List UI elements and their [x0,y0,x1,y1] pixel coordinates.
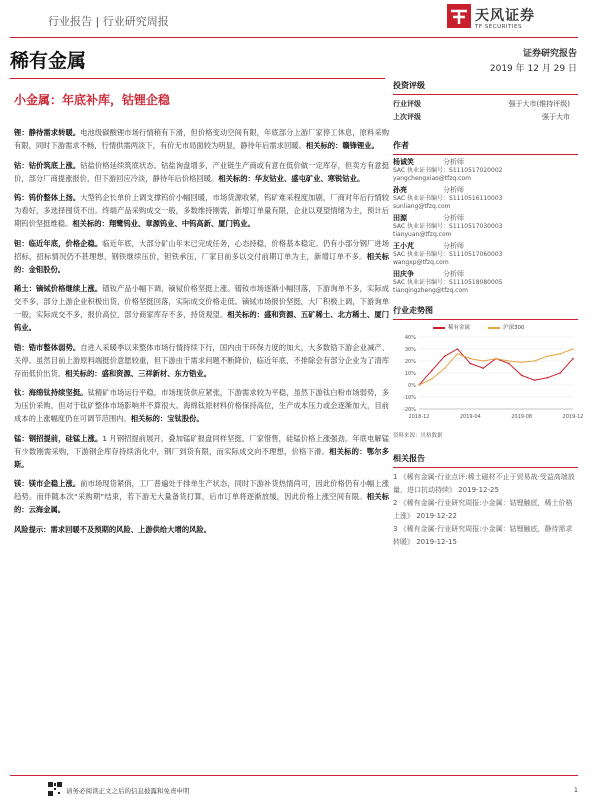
data-point [521,375,523,377]
data-point [444,355,446,357]
rating-row: 行业评级 强于大市(维持评级) [393,100,570,108]
data-point [534,360,536,362]
trend-chart-svg [393,333,584,425]
author-name: 田源 [393,214,407,222]
data-point [508,360,510,362]
sidebar [393,78,584,549]
data-point [521,361,523,363]
paragraph-rare-earth: 稀土：镝铽价格继续上涨。镨钕产品小幅下调，镝铽价格坚挺上涨。镨钕市场逐渐小幅回落，下游询单不多，实际成交不多，部分上游企业积极出货，价格坚挺回落，实际成交价格走低。镝铽市场报价坚挺，大厂积极上调，下游询单一般，实际成交不多，报价高位，部分商家库存不多，持货观望。相关标的：盛和资源、五矿稀土、北方稀土、厦门钨业。 [14,284,390,332]
brand-name-en: TF SECURITIES [475,24,522,30]
author-entry: 王小芃 分析师 SAC 执业证书编号：S1110517060003 wangxp@tfzq.com [393,242,578,267]
paragraph-titanium: 钛：海绵钛持续坚挺。钛精矿市场运行平稳，市场现货供应紧张，下游需求较为平稳，虽然下游钛白粉市场弱势，多为压价采购，但对于钛矿整体市场影响并不算很大。海绵钛原材料价格保持高位，生产成本压力或会逐渐加大，目前成本的上涨幅度仍在可调节范围内。相关标的：宝钛股份。 [14,388,390,423]
data-point [572,358,574,360]
x-tick-label: 2018-12 [408,414,430,420]
paragraph-molybdenum: 钽：临近年底，价格企稳。临近年底，大部分矿山年末已完成任务，心态持稳，价格基本稳定。仍有小部分钢厂进场招标，招标情况仍不甚理想，钢铁继续压价，钽铁承压，厂家目前多以交付前期订单为主，新增订单不多。相关标的：金钼股份。 [14,238,390,274]
related-report-link[interactable]: 3 《稀有金属-行业研究周报:小金属：钴锂触底，静待需求转暖》 2019-12-15 [393,525,573,546]
brand-logo-icon [447,4,471,28]
page-header [0,0,600,38]
authors-heading: 作者 [393,138,578,155]
brand-name: 天风证券 [475,8,535,24]
chart-legend [393,323,578,331]
x-tick-label: 2019-12 [562,414,584,420]
data-point [508,363,510,365]
report-type: 证券研究报告 [522,49,577,59]
paragraph-zirconium: 锆：锆市整体弱势。自进入采暖季以来整体市场行情持续下行，国内由于环保力度的加大，大多数锆下游企业减产、关停。虽然目前上游原料端挺价意愿较重，但下游由于需求问题不断降价，临近年底，不排除会有部分企业为了清库存而低价出货。相关标的：盛和资源、三祥新材、东方锆业。 [14,342,389,378]
data-point [470,363,472,365]
y-tick-label: 40% [404,335,416,341]
author-name: 孙亮 [393,186,407,194]
paragraph-magnesium: 镁：镁市企稳上涨。前市场现货紧俏，工厂普遍处于排单生产状态，同时下游补货热情尚可，因此价格仍有小幅上涨趋势。而伴随本次“采购期”结束，若下游无大量备货打算，后市订单将逐渐放缓，因此价格上涨空间有限。相关标的：云海金属。 [14,479,390,514]
paragraph-manganese: 锰：钢招提前，硅锰上涨。1 月钢招提前展开，叠加锰矿报盘同样坚挺，厂家惜售，硅锰价格上涨强劲。年底电解锰有少数刚需采购，下游钢企库存持续消化中，钢厂到货有限，而实际成交向不理想，价格下滑。相关标的：鄂尔多斯。 [14,433,390,469]
page-title: 稀有金属 [10,50,87,72]
x-tick-label: 2019-08 [511,414,533,420]
author-entry: 孙亮 分析师 SAC 执业证书编号：S1110516110003 sunliang@tfzq.com [393,186,578,211]
page-number: 1 [573,786,578,794]
rating-row: 上次评级 强于大市 [393,113,570,121]
data-point [457,353,459,355]
data-point [482,360,484,362]
page-footer [48,778,578,798]
data-point [547,355,549,357]
data-point [534,379,536,381]
y-tick-label: 20% [404,359,416,365]
data-point [559,372,561,374]
header-category: 行业报告 | 行业研究周报 [48,15,169,28]
data-point [495,358,497,360]
author-email[interactable]: tianyuan@tfzq.com [393,231,452,238]
chart-source: 资料来源：贝格数据 [393,433,443,439]
paragraph-tungsten: 钨：钨价整体上扬。大型钨企长单价上调支撑钨价小幅回暖，市场货源收紧，钨矿难采程度加剧，厂商对年后行情较为看好，多选择囤货不出。终端产品采购成交一般，多数维持刚需，新增订单量有限，企业以观望情绪为主，预计后期钨价坚挺维稳。相关标的：翔鹭钨业、章源钨业、中钨高新、厦门钨业。 [14,193,389,228]
related-heading: 相关报告 [393,451,578,468]
footer-disclaimer: 请务必阅读正文之后的信息披露和免责申明 [66,787,190,795]
paragraph-cobalt: 钴：钴价筑底上涨。钴盐价格延续筑底状态。钴盐询盘增多，产业链生产商或有意在低价做一定库存，但卖方有意挺价，部分厂商提涨报价，但下游回应冷淡，静待年后价格回暖。相关标的：华友钴业、盛屯矿业、寒锐钴业。 [14,160,389,183]
y-tick-label: -20% [403,407,416,413]
y-tick-label: 30% [404,347,416,353]
data-point [482,367,484,369]
y-tick-label: 0% [408,383,416,389]
data-point [431,378,433,380]
title-divider [10,78,385,79]
data-point [431,370,433,372]
author-name: 王小芃 [393,242,414,250]
series-line [419,349,573,385]
related-report-link[interactable]: 1 《稀有金属-行业点评:稀土磁材不止于贸易战·受益高端放量，进口抗动持续》 2019-12-25 [393,473,575,494]
brand-logo [447,4,557,34]
y-tick-label: 10% [404,371,416,377]
risk-warning: 风险提示：需求回暖不及预期的风险、上游供给大增的风险。 [14,524,212,534]
data-point [418,384,420,386]
industry-trend-chart [393,303,584,439]
chart-heading: 行业走势图 [393,303,578,320]
data-point [444,367,446,369]
report-subtitle: 小金属：年底补库，钴锂企稳 [14,93,171,107]
author-email[interactable]: wangxp@tfzq.com [393,259,449,266]
report-date: 2019 年 12 月 29 日 [489,64,577,74]
author-entry: 杨诚笑 分析师 SAC 执业证书编号：S1110517020002 yangchengxiao@tfzq.com [393,158,578,183]
qr-code-icon [48,782,62,796]
rating-heading: 投资评级 [393,78,578,95]
author-email[interactable]: sunliang@tfzq.com [393,203,451,210]
author-email[interactable]: tianqingzheng@tfzq.com [393,287,468,294]
x-tick-label: 2019-04 [459,414,481,420]
series-line [419,349,573,385]
author-name: 杨诚笑 [393,158,414,166]
legend-item: 沪深300 [488,323,525,331]
main-body [14,126,389,542]
data-point [572,348,574,350]
header-divider [10,37,578,38]
footer-divider [10,775,578,776]
related-reports [393,451,578,549]
related-report-link[interactable]: 2 《稀有金属-行业研究周报:小金属：钴锂触底，稀土价格上涨》 2019-12-22 [393,499,573,520]
data-point [470,358,472,360]
author-entry: 田源 分析师 SAC 执业证书编号：S1110517030003 tianyuan@tfzq.com [393,214,578,239]
legend-item: 稀有金属 [433,323,470,331]
data-point [457,348,459,350]
y-tick-label: -10% [403,395,416,401]
data-point [559,353,561,355]
author-name: 田庆争 [393,270,414,278]
author-entry: 田庆争 分析师 SAC 执业证书编号：S1110518080005 tianqingzheng@tfzq.com [393,270,578,295]
author-email[interactable]: yangchengxiao@tfzq.com [393,175,471,182]
paragraph-lithium: 锂：静待需求转暖。电池级碳酸锂市场行情稍有下滑，但价格变动空间有限，年底部分上游厂家停工休息，原料采购有限，同时下游需求不畅，行情供需两淡下，有价无市局面较为明显，静待年后需求回暖。相关标的：赣锋锂业。 [14,128,389,150]
data-point [547,377,549,379]
